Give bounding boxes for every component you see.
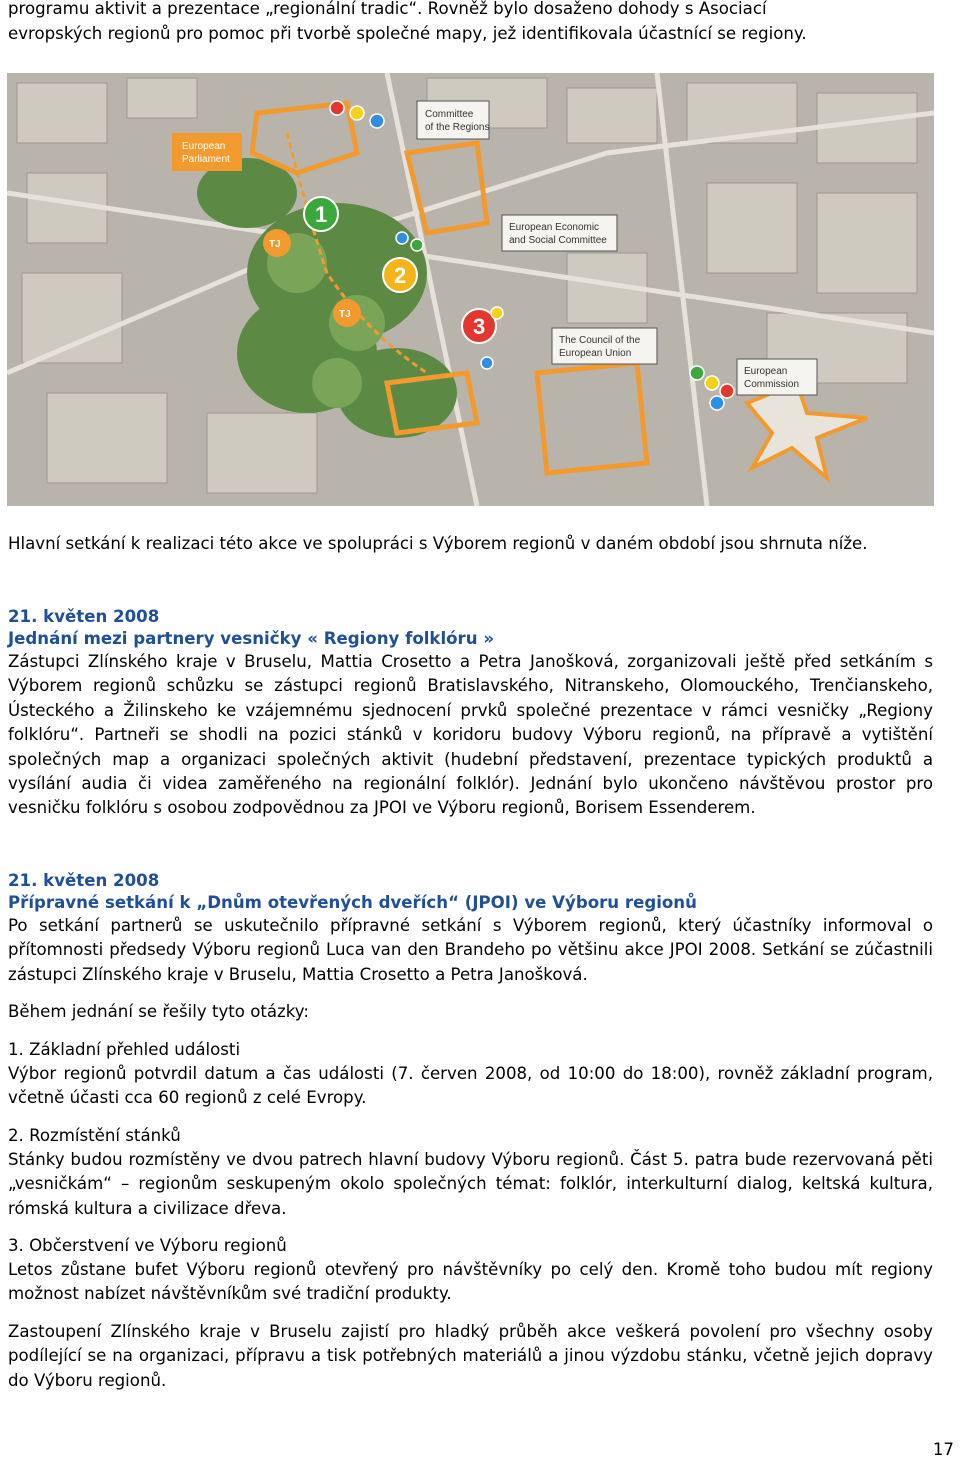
section2-body: Po setkání partnerů se uskutečnilo přípravné setkání s Výborem regionů, který účastníky informoval o přítomnosti předsedy Výboru regionů Luca van den Brandeho po většinu akce JPOI 2008. Setkání se zúčastnili zástupci Zlínského kraje v Bruselu, Mattia Crosetto a Petra Janošková. <box>8 916 933 984</box>
section2-title: Přípravné setkání k „Dnům otevřených dveřích“ (JPOI) ve Výboru regionů <box>8 893 697 912</box>
marker-3: 3 <box>473 314 486 339</box>
intro-line-2: evropských regionů pro pomoc při tvorbě společné mapy, jež identifikovala účastnící se regiony. <box>8 24 807 43</box>
label-committee-2: of the Regions <box>425 122 490 133</box>
item1-text: Výbor regionů potvrdil datum a čas události (7. červen 2008, od 10:00 do 18:00), rovněž základní program, včetně účasti cca 60 regionů z celé Evropy. <box>8 1064 933 1108</box>
closing-text: Zastoupení Zlínského kraje v Bruselu zajistí pro hladký průběh akce veškerá povolení pro všechny osoby podílející se na organizaci, přípravu a tisk potřebných materiálů a jinou výzdobu stánku, včetně jejich dopravy do Výboru regionů. <box>8 1322 933 1390</box>
label-eesc-1: European Economic <box>509 222 600 233</box>
aerial-map <box>7 73 934 506</box>
page-number: 17 <box>932 1440 954 1459</box>
label-commission-2: Commission <box>744 379 800 390</box>
section1-body: Zástupci Zlínského kraje v Bruselu, Mattia Crosetto a Petra Janošková, zorganizovali ještě před setkáním s Výborem regionů schůzku se zástupci regionů Bratislavského, Nitranskeho, Olomouckého, Trenčianskeho, Ústeckého a Žilinskeho ke vzájemnému sjednocení prvků společné prezentace v rámci vesničky „Regiony folklóru“. Partneři se shodli na pozici stánků v koridoru budovy Výboru regionů, na přípravě a vytištění společných map a organizaci společných aktivit (hudební představení, prezentace typických produktů a vysílání audia či videa zaměřeného na regionální folklór). Jednání bylo ukončeno návštěvou prostor pro vesničku folklóru s osobou zodpovědnou za JPOI ve Výboru regionů, Borisem Essenderem. <box>8 652 933 818</box>
section2-date: 21. květen 2008 <box>8 871 160 890</box>
marker-2: 2 <box>394 263 407 288</box>
item1-heading: 1. Základní přehled události <box>8 1040 241 1059</box>
label-european-parliament-2: Parliament <box>182 154 230 165</box>
tj-badge-1: TJ <box>269 239 281 250</box>
item3-text: Letos zůstane bufet Výboru regionů otevřený pro návštěvníky po celý den. Kromě toho budou mít regiony možnost nabízet návštěvníkům své tradiční produkty. <box>8 1260 933 1304</box>
tj-badge-2: TJ <box>339 309 351 320</box>
section1-title: Jednání mezi partnery vesničky « Regiony folklóru » <box>8 629 495 648</box>
label-council-1: The Council of the <box>559 335 641 346</box>
label-european-parliament-1: European <box>182 141 226 152</box>
label-council-2: European Union <box>559 348 632 359</box>
item2-text: Stánky budou rozmístěny ve dvou patrech hlavní budovy Výboru regionů. Část 5. patra bude rezervovaná pěti „vesničkám“ – regionům seskupeným okolo společných témat: folklór, interkulturní dialog, keltská kultura, rómská kultura a civilizace dřeva. <box>8 1150 933 1218</box>
item3-heading: 3. Občerstvení ve Výboru regionů <box>8 1236 287 1255</box>
questions-intro: Během jednání se řešily tyto otázky: <box>8 1002 309 1021</box>
intro-line-1: programu aktivit a prezentace „regionální tradic“. Rovněž bylo dosaženo dohody s Asociací <box>8 0 767 18</box>
label-committee-1: Committee <box>425 109 474 120</box>
summary-text: Hlavní setkání k realizaci této akce ve spolupráci s Výborem regionů v daném období jsou shrnuta níže. <box>8 534 868 553</box>
marker-1: 1 <box>315 202 328 227</box>
label-eesc-2: and Social Committee <box>509 235 607 246</box>
item2-heading: 2. Rozmístění stánků <box>8 1126 181 1145</box>
label-commission-1: European <box>744 366 788 377</box>
section1-date: 21. květen 2008 <box>8 607 160 626</box>
